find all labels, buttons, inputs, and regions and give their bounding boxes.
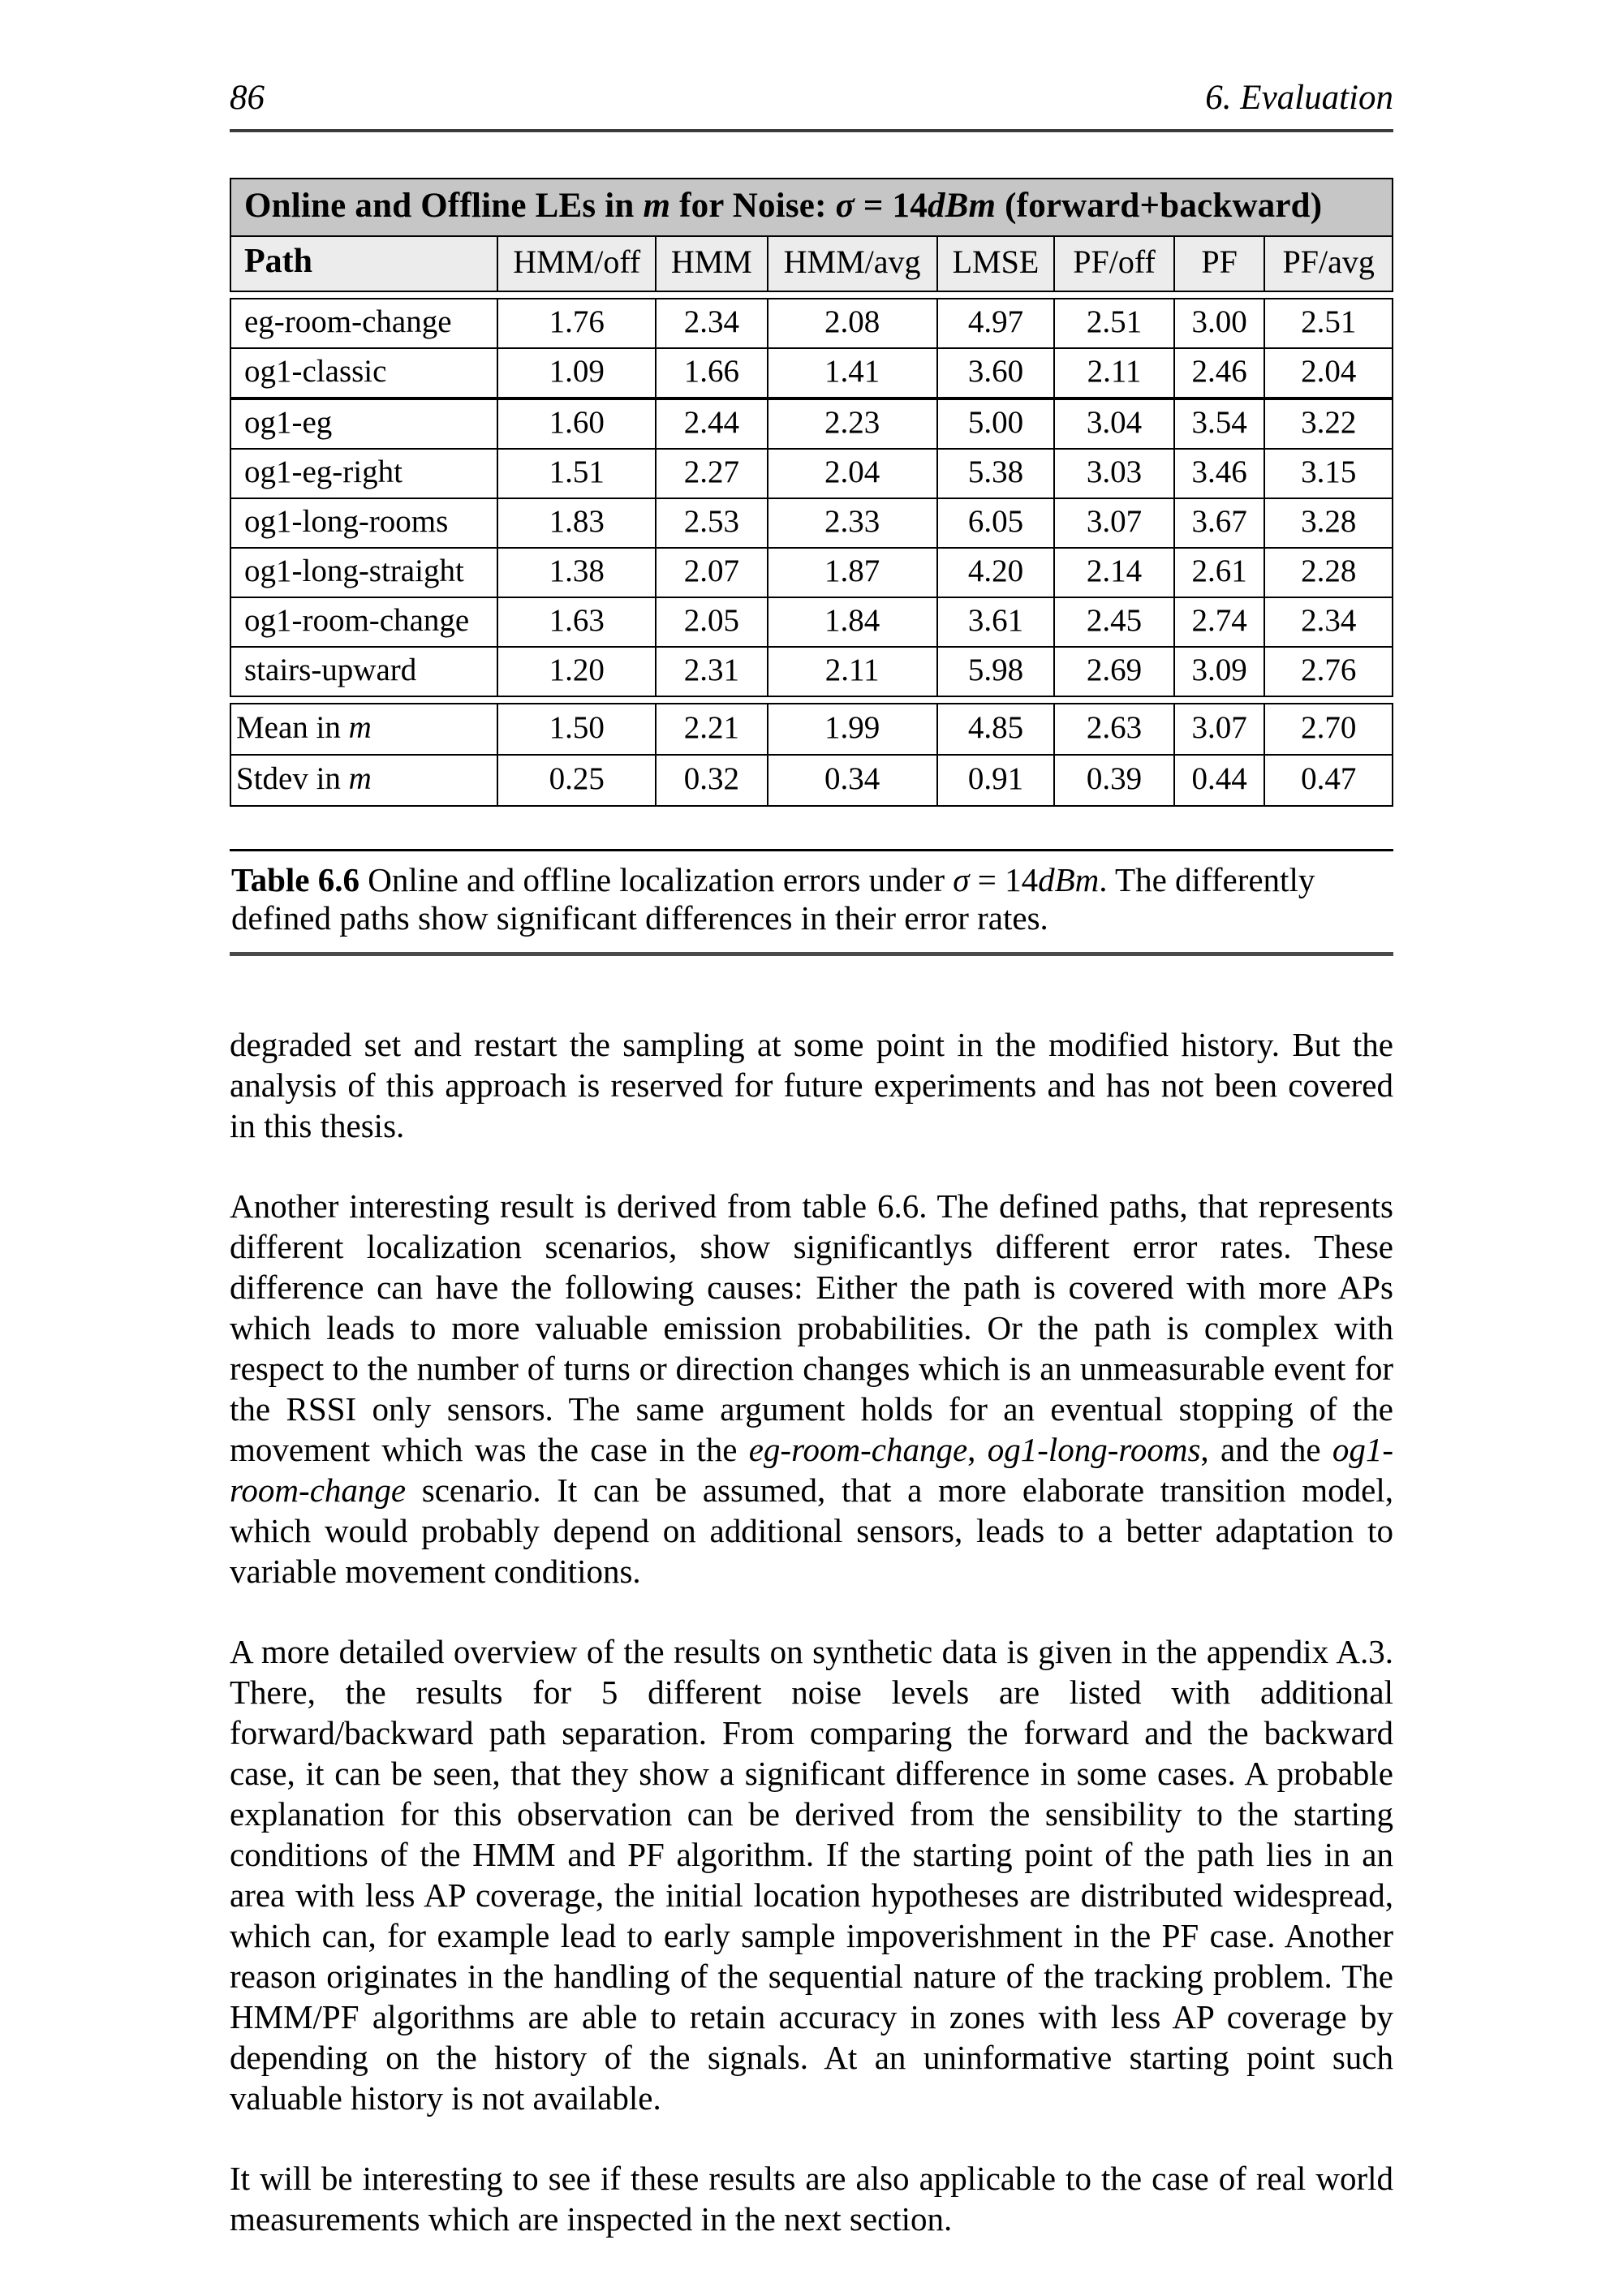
text-run: scenario. It can be assumed, that a more elaborate transition model, which would probably depend on additional sensors, leads to a better adaptation to variable movement conditions. <box>230 1471 1393 1591</box>
value-cell: 3.61 <box>937 597 1055 647</box>
summary-row <box>230 704 1393 755</box>
path-cell: og1-long-rooms <box>230 498 497 548</box>
text-run: m <box>643 187 671 226</box>
value-cell: 2.33 <box>768 498 937 548</box>
text-run: eg-room-change <box>748 1431 968 1469</box>
double-rule-spacer <box>230 291 1393 299</box>
value-cell: 2.11 <box>1054 348 1173 398</box>
table-row <box>230 597 1393 647</box>
value-cell: 2.76 <box>1264 647 1393 696</box>
text-run: = 14 <box>969 861 1039 899</box>
value-cell: 1.38 <box>497 548 656 597</box>
value-cell: 2.69 <box>1054 647 1173 696</box>
column-header: HMM/off <box>497 236 656 291</box>
value-cell: 0.91 <box>937 755 1055 806</box>
value-cell: 2.11 <box>768 647 937 696</box>
value-cell: 3.54 <box>1174 398 1265 449</box>
text-run: . The differently defined paths show significant differences in their error rates. <box>231 861 1315 937</box>
paragraph <box>230 1631 1393 2118</box>
chapter-title: 6. Evaluation <box>1205 79 1393 117</box>
value-cell: 2.45 <box>1054 597 1173 647</box>
text-run: , and the <box>1200 1431 1332 1469</box>
table-header-row <box>230 236 1393 291</box>
value-cell: 2.28 <box>1264 548 1393 597</box>
path-cell: og1-eg-right <box>230 449 497 498</box>
value-cell: 1.84 <box>768 597 937 647</box>
value-cell: 3.04 <box>1054 398 1173 449</box>
value-cell: 4.97 <box>937 299 1055 348</box>
column-header: PF/off <box>1054 236 1173 291</box>
value-cell: 2.53 <box>656 498 767 548</box>
text-run: Table 6.6 <box>231 861 359 899</box>
value-cell: 2.70 <box>1264 704 1393 755</box>
path-cell: og1-room-change <box>230 597 497 647</box>
text-run: σ <box>835 187 855 226</box>
value-cell: 4.20 <box>937 548 1055 597</box>
value-cell: 1.83 <box>497 498 656 548</box>
path-cell: og1-eg <box>230 398 497 449</box>
summary-label-cell <box>230 755 497 806</box>
value-cell: 1.41 <box>768 348 937 398</box>
column-header: HMM/avg <box>768 236 937 291</box>
value-cell: 3.15 <box>1264 449 1393 498</box>
value-cell: 0.44 <box>1174 755 1265 806</box>
value-cell: 2.23 <box>768 398 937 449</box>
text-run: Stdev in <box>236 761 349 797</box>
text-run: for Noise: <box>670 187 836 226</box>
value-cell: 2.61 <box>1174 548 1265 597</box>
summary-label-cell <box>230 704 497 755</box>
column-header: PF <box>1174 236 1265 291</box>
table-title-row <box>230 179 1393 236</box>
path-cell: og1-classic <box>230 348 497 398</box>
text-run: Mean in <box>236 710 349 746</box>
path-cell: eg-room-change <box>230 299 497 348</box>
value-cell: 2.21 <box>656 704 767 755</box>
value-cell: 3.67 <box>1174 498 1265 548</box>
text-run: Online and offline localization errors under <box>359 861 954 899</box>
path-cell: og1-long-straight <box>230 548 497 597</box>
text-run: og1-room-change <box>230 1431 1393 1510</box>
value-cell: 1.60 <box>497 398 656 449</box>
value-cell: 3.00 <box>1174 299 1265 348</box>
value-cell: 2.51 <box>1054 299 1173 348</box>
text-run: dBm <box>927 187 997 226</box>
text-run: A more detailed overview of the results on synthetic data is given in the appendix A.3. There, the results for 5 different noise levels are listed with additional forward/backward path separation. From comparing the forward and the backward case, it can be seen, that they show a significant difference in some cases. A probable explanation for this observation can be derived from the sensibility to the starting conditions of the HMM and PF algorithm. If the starting point of the path lies in an area with less AP coverage, the initial location hypotheses are distributed widespread, which can, for example lead to early sample impoverishment in the PF case. Another reason originates in the handling of the sequential nature of the tracking problem. The HMM/PF algorithms are able to retain accuracy in zones with less AP coverage by depending on the history of the signals. At an uninformative starting point such valuable history is not available. <box>230 1633 1393 2117</box>
value-cell: 1.20 <box>497 647 656 696</box>
value-cell: 2.63 <box>1054 704 1173 755</box>
value-cell: 2.34 <box>656 299 767 348</box>
value-cell: 3.60 <box>937 348 1055 398</box>
value-cell: 4.85 <box>937 704 1055 755</box>
text-run: Another interesting result is derived from table 6.6. The defined paths, that represents different localization scenarios, show significantlys different error rates. These difference can have the following causes: Either the path is covered with more APs which leads to more valuable emission probabilities. Or the path is complex with respect to the number of turns or direction changes which is an unmeasurable event for the RSSI only sensors. The same argument holds for an eventual stopping of the movement which was the case in the <box>230 1187 1393 1469</box>
text-run: , <box>967 1431 988 1469</box>
paragraph <box>230 1186 1393 1592</box>
column-header: PF/avg <box>1264 236 1393 291</box>
text-run: (forward+backward) <box>996 187 1323 226</box>
value-cell: 0.34 <box>768 755 937 806</box>
value-cell: 1.99 <box>768 704 937 755</box>
text-run: og1-long-rooms <box>987 1431 1201 1469</box>
summary-row <box>230 755 1393 806</box>
table-caption <box>230 849 1393 956</box>
value-cell: 3.07 <box>1054 498 1173 548</box>
column-header: LMSE <box>937 236 1055 291</box>
value-cell: 2.04 <box>1264 348 1393 398</box>
page-header <box>230 78 1393 118</box>
value-cell: 2.07 <box>656 548 767 597</box>
value-cell: 2.31 <box>656 647 767 696</box>
value-cell: 2.34 <box>1264 597 1393 647</box>
column-header-path: Path <box>230 236 497 291</box>
value-cell: 1.51 <box>497 449 656 498</box>
value-cell: 5.38 <box>937 449 1055 498</box>
value-cell: 0.32 <box>656 755 767 806</box>
value-cell: 2.08 <box>768 299 937 348</box>
value-cell: 2.46 <box>1174 348 1265 398</box>
value-cell: 0.25 <box>497 755 656 806</box>
value-cell: 2.14 <box>1054 548 1173 597</box>
results-table <box>230 178 1393 807</box>
text-run: dBm <box>1038 861 1100 899</box>
value-cell: 3.07 <box>1174 704 1265 755</box>
text-run: σ <box>953 861 970 899</box>
value-cell: 5.00 <box>937 398 1055 449</box>
table-row <box>230 398 1393 449</box>
text-run: = 14 <box>854 187 928 226</box>
text-run: degraded set and restart the sampling at some point in the modified history. But the analysis of this approach is reserved for future experiments and has not been covered in this thesis. <box>230 1026 1393 1145</box>
value-cell: 3.22 <box>1264 398 1393 449</box>
page-number: 86 <box>230 79 265 117</box>
table-row <box>230 348 1393 398</box>
double-rule-spacer <box>230 696 1393 704</box>
value-cell: 2.27 <box>656 449 767 498</box>
value-cell: 1.87 <box>768 548 937 597</box>
paragraph <box>230 2158 1393 2239</box>
value-cell: 0.47 <box>1264 755 1393 806</box>
header-rule <box>230 129 1393 132</box>
text-run: Online and Offline LEs in <box>244 187 644 226</box>
value-cell: 3.46 <box>1174 449 1265 498</box>
value-cell: 2.74 <box>1174 597 1265 647</box>
value-cell: 1.76 <box>497 299 656 348</box>
value-cell: 3.09 <box>1174 647 1265 696</box>
paragraph <box>230 1024 1393 1146</box>
path-cell: stairs-upward <box>230 647 497 696</box>
value-cell: 2.05 <box>656 597 767 647</box>
value-cell: 3.03 <box>1054 449 1173 498</box>
text-run: It will be interesting to see if these results are also applicable to the case of real world measurements which are inspected in the next section. <box>230 2160 1393 2238</box>
value-cell: 1.66 <box>656 348 767 398</box>
column-header: HMM <box>656 236 767 291</box>
text-run: m <box>348 761 372 797</box>
table-title <box>230 179 1393 236</box>
table-row <box>230 299 1393 348</box>
value-cell: 5.98 <box>937 647 1055 696</box>
table-row <box>230 449 1393 498</box>
value-cell: 6.05 <box>937 498 1055 548</box>
body-text <box>230 1024 1393 2239</box>
table-row <box>230 498 1393 548</box>
value-cell: 2.51 <box>1264 299 1393 348</box>
value-cell: 1.09 <box>497 348 656 398</box>
value-cell: 2.04 <box>768 449 937 498</box>
value-cell: 2.44 <box>656 398 767 449</box>
value-cell: 0.39 <box>1054 755 1173 806</box>
value-cell: 3.28 <box>1264 498 1393 548</box>
table-row <box>230 548 1393 597</box>
value-cell: 1.50 <box>497 704 656 755</box>
value-cell: 1.63 <box>497 597 656 647</box>
text-run: m <box>348 710 372 746</box>
table-row <box>230 647 1393 696</box>
